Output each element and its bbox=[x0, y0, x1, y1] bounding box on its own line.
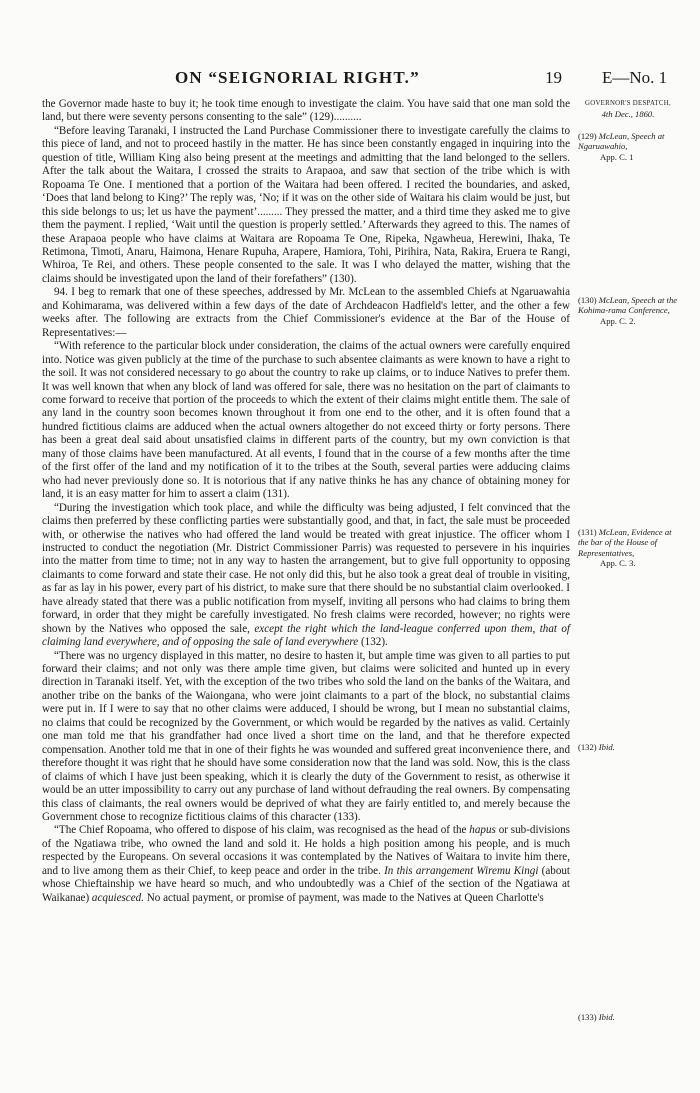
margin-note-133 bbox=[578, 1012, 678, 1022]
running-title: ON “SEIGNORIAL RIGHT.” bbox=[175, 68, 420, 87]
note-source: Ibid. bbox=[598, 1012, 615, 1022]
margin-heading-date: 4th Dec., 1860. bbox=[601, 109, 655, 120]
note-number: (133) bbox=[578, 1012, 597, 1022]
note-number: (129) bbox=[578, 131, 597, 141]
document-reference: E—No. 1 bbox=[602, 68, 668, 87]
paragraph: “Before leaving Taranaki, I instructed the Land Purchase Commissioner there to investigate carefully the claims to this piece of land, and not to proceed hastily in the matter. He has since been constantly engaged in inquiring into the question of title, William King also being present at the meetings and admitting that the land belonged to the sellers. After the talk about the Waitara, I crossed the straits to Arapaoa, and saw that section of the tribe which is with Ropoama Te One. I mentioned that a portion of the Waitara had been offered. I recited the boundaries, and asked, ‘Does that land belong to King?’ The reply was, ‘No; if it was on the other side of Waitara his claim would be just, but this side belongs to us; let us have the payment’......... They pressed the matter, and a third time they asked me to give them the payment. I replied, ‘Wait until the question is properly settled.’ Afterwards they agreed to this. The names of these Arapaoa people who have claims at Waitara are Ropoama Te One, Ripeka, Ngawheua, Herewini, Ihaka, Te Retimona, Timoti, Anaru, Haimona, Henare Rupuha, Arapere, Hamiora, Tohi, Pirihira, Nata, Rakira, Eruera te Rangi, Whiroa, Te Rei, and others. These people consented to the sale. It was I who delayed the matter, wishing that the claims should be investigated upon the land of their forefathers” (130). bbox=[42, 124, 570, 285]
margin-heading bbox=[578, 99, 678, 120]
margin-note-129 bbox=[578, 131, 678, 162]
margin-note-131 bbox=[578, 527, 678, 569]
note-source: McLean, Speech at the Kohima-rama Conference, bbox=[578, 295, 678, 316]
paragraph: “There was no urgency displayed in this matter, no desire to hasten it, but ample time was given to all parties to put forward their claims; and not only was there ample time given, but claims were solicited and hunted up in every direction in Taranaki itself. Yet, with the exception of the two tribes who sold the land on the banks of the Waitara, and another tribe on the banks of the Waiongana, who were joint claimants to a part of the block, no substantial claims were put in. If I were to say that no other claims were adduced, I should be wrong, but I mean no substantial claims, no claims that could be recognized by the Government, or which would be regarded by the natives as valid. Certainly one man told me that his grandfather had once lived a short time on the land, and that he therefore expected compensation. Another told me that in one of their fights he was wounded and suffered great inconvenience there, and therefore thought it was right that he should have some consideration now that the land was sold. Now, this is the class of claims of which I have just been speaking, which it is clearly the duty of the Government to resist, as otherwise it would be an utter impossibility to carry out any purchase of land without defrauding the real owners. By compensating this class of claimants, the real owners would be deprived of what they are fairly entitled to, and merely because the Government chose to recognize fictitious claims of this character (133). bbox=[42, 649, 570, 824]
margin-note-132 bbox=[578, 742, 678, 752]
note-number: (130) bbox=[578, 295, 597, 305]
margin-note-130 bbox=[578, 295, 678, 326]
paragraph bbox=[42, 824, 570, 905]
paragraph: 94. I beg to remark that one of these speeches, addressed by Mr. McLean to the assembled Chiefs at Ngaruawahia and Kohimarama, was delivered within a few days of the date of Archdeacon Hadfield's letter, and the other a few weeks after. The following are extracts from the Chief Commissioner's evidence at the Bar of the House of Representatives:— bbox=[42, 286, 570, 339]
paragraph-text: “During the investigation which took place, and while the difficulty was being adjusted, I felt convinced that the claims then preferred by these conflicting parties were substantially good, and that, in fact, the sale must be proceeded with, or otherwise the natives who had offered the land would be treated with great injustice. The officer whom I instructed to conduct the negotiation (Mr. District Commissioner Parris) was requested to persevere in his inquiries into the matter from time to time; not in any way to hasten the arrangement, but to give full opportunity to opposing claimants to come forward and state their case. He not only did this, but he also took a great deal of trouble in visiting, as far as lay in his power, every part of his district, to make sure that there should be no substantial claim overlooked. I have already stated that there was a public notification from myself, inviting all persons who had claims to bring them forward, in order that they might be carefully investigated. No fresh claims were recorded, however; no rights were shown by the Natives who opposed the sale, bbox=[42, 501, 570, 635]
italic-passage: In this arrangement Wiremu Kingi bbox=[384, 864, 539, 877]
margin-heading-caps: GOVERNOR'S DESPATCH, bbox=[585, 100, 671, 107]
note-number: (132) bbox=[578, 742, 597, 752]
paragraph-text: (132). bbox=[358, 636, 388, 649]
note-appendix: App. C. 2. bbox=[600, 315, 636, 326]
paragraph-text: No actual payment, or promise of payment, was made to the Natives at Queen Charlotte's bbox=[143, 891, 544, 904]
note-source: McLean, Evidence at the bar of the House of Representatives, bbox=[578, 527, 672, 558]
page-header bbox=[0, 68, 700, 88]
paragraph bbox=[42, 502, 570, 650]
note-appendix: App. C. 3. bbox=[600, 558, 636, 569]
paragraph-text: (about whose Chieftainship we have heard so much, and who undoubtedly was a Chief of the section of the Ngatiawa at Waikanae) bbox=[42, 864, 571, 904]
paragraph: “With reference to the particular block under consideration, the claims of the actual owners were carefully enquired into. Notice was given publicly at the time of the purchase to such absentee claimants as were known to have a right to the soil. It was not considered necessary to go about the country to rake up claims, or to induce Natives to prefer them. It was well known that when any block of land was offered for sale, there was no hesitation on the part of claimants to come forward to receive that portion of the proceeds to which the extent of their claims might entitle them. The sale of any land in the country soon becomes known throughout it from one end to the other, and it is often found that a hundred fictitious claims are adduced when the actual owners altogether do not exceed thirty or forty persons. There has been a great deal said about unsatisfied claims in different parts of the country, but my own conviction is that many of those claims have been manufactured. At all events, I found that in the course of a few months after the time of the first offer of the land and my notification of it to the tribes at the South, several parties were adducing claims who had never previously done so. It is notorious that if any native thinks he has any chance of obtaining money for land, it is an easy matter for him to assert a claim (131). bbox=[42, 340, 570, 501]
note-number: (131) bbox=[578, 527, 597, 537]
italic-word: acquiesced. bbox=[91, 891, 144, 904]
note-source: Ibid. bbox=[598, 742, 615, 752]
note-appendix: App. C. 1 bbox=[600, 151, 634, 162]
paragraph-text: or sub-divisions of the Ngatiawa tribe, who owned the land and sold it. He holds a high position among his people, and is much respected by the Europeans. On several occasions it was contemplated by the Natives of Waitara to invite him there, and to live among them as their Chief, to keep peace and order in the tribe. bbox=[42, 824, 570, 877]
paragraph-text: “The Chief Ropoama, who offered to dispose of his claim, was recognised as the head of the bbox=[54, 824, 470, 837]
note-source: McLean, Speech at Ngaruawahio, bbox=[578, 131, 665, 152]
italic-word: hapus bbox=[469, 824, 496, 837]
paragraph: the Governor made haste to buy it; he took time enough to investigate the claim. You have said that one man sold the land, but there were seventy persons consenting to the sale” (129).......... bbox=[42, 98, 570, 124]
italic-passage: except the right which the land-league conferred upon them, that of claiming land everywhere, and of opposing the sale of land everywhere bbox=[42, 622, 571, 649]
page-number: 19 bbox=[545, 68, 562, 87]
body-text bbox=[42, 98, 570, 905]
